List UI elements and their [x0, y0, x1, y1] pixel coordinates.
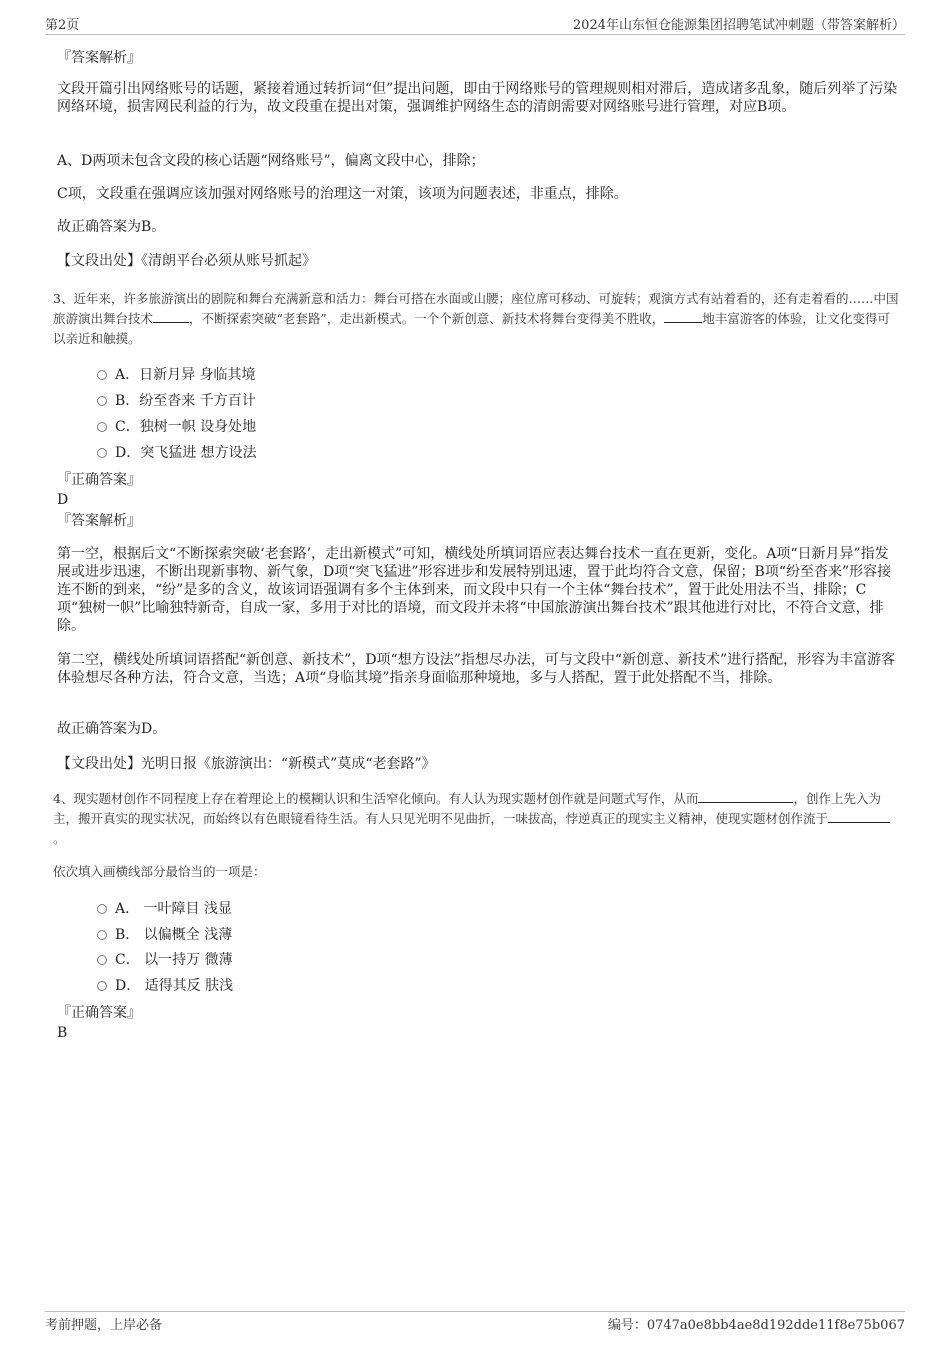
- page-header: [45, 14, 905, 35]
- fill-blank: [698, 790, 793, 803]
- fill-blank: [153, 310, 189, 323]
- analysis-label: 『答案解析』: [57, 513, 141, 529]
- analysis-label: 『答案解析』: [57, 50, 141, 66]
- question-prompt: 依次填入画横线部分最恰当的一项是：: [53, 864, 266, 879]
- document-id: 编号：0747a0e8bb4ae8d192dde11f8e75b067: [607, 1318, 905, 1333]
- fill-blank: [828, 810, 890, 823]
- radio-icon[interactable]: [97, 981, 107, 991]
- option-a[interactable]: A．日新月异 身临其境: [97, 366, 256, 384]
- question-stem: 3、近年来，许多旅游演出的剧院和舞台充满新意和活力：舞台可搭在水面或山腰；座位席可移动、可旋转；观演方式有站着看的，还有走着看的……中国旅游演出舞台技术 ，不断探索突破“老套路”，走出新模式。一个个新创意、新技术将舞台变得美不胜收， 地丰富游客的体验，让文化变得可以亲近和触摸。: [53, 291, 899, 346]
- radio-icon[interactable]: [97, 396, 107, 406]
- correct-answer: B: [57, 1025, 68, 1041]
- option-b[interactable]: B． 以偏概全 浅薄: [97, 926, 232, 944]
- radio-icon[interactable]: [97, 370, 107, 380]
- radio-icon[interactable]: [97, 930, 107, 940]
- option-d[interactable]: D． 适得其反 肤浅: [97, 977, 233, 995]
- page-footer: [45, 1311, 905, 1333]
- analysis-paragraph: 文段开篇引出网络账号的话题，紧接着通过转折词“但”提出问题，即由于网络账号的管理规则相对滞后，造成诸多乱象，随后列举了污染网络环境，损害网民利益的行为，故文段重在提出对策，强调维护网络生态的清朗需要对网络账号进行管理，对应B项。: [57, 81, 898, 115]
- correct-answer: D: [57, 492, 69, 508]
- radio-icon[interactable]: [97, 422, 107, 432]
- option-d[interactable]: D．突飞猛进 想方设法: [97, 444, 257, 462]
- source-citation: 【文段出处】《清朗平台必须从账号抓起》: [57, 253, 316, 269]
- option-c[interactable]: C．独树一帜 设身处地: [97, 418, 256, 436]
- analysis-paragraph: 第二空，横线处所填词语搭配“新创意、新技术”，D项“想方设法”指想尽办法，可与文段中“新创意、新技术”进行搭配，形容为丰富游客体验想尽各种方法，符合文意，当选；A项“身临其境”指亲身面临那种境地，多与人搭配，置于此处搭配不当，排除。: [57, 652, 896, 686]
- answer-conclusion: 故正确答案为D。: [57, 721, 167, 737]
- radio-icon[interactable]: [97, 448, 107, 458]
- radio-icon[interactable]: [97, 955, 107, 965]
- option-b[interactable]: B．纷至沓来 千方百计: [97, 392, 256, 410]
- radio-icon[interactable]: [97, 904, 107, 914]
- document-title: 2024年山东恒仓能源集团招聘笔试冲刺题（带答案解析）: [572, 18, 905, 33]
- analysis-paragraph: 第一空，根据后文“不断探索突破‘老套路’，走出新模式”可知，横线处所填词语应表达舞台技术一直在更新，变化。A项“日新月异”指发展或进步迅速，不断出现新事物、新气象，D项“突飞猛进”形容进步和发展特别迅速，置于此均符合文意，保留；B项“纷至沓来”形容接连不断的到来，“纷”是多的含义，故该词语强调有多个主体到来，而文段中只有一个主体“舞台技术”，置于此处用法不当，排除；C项“独树一帜”比喻独特新奇，自成一家，多用于对比的语境，而文段并未将“中国旅游演出舞台技术”跟其他进行对比，不符合文意，排除。: [57, 546, 892, 634]
- question-stem: 4、现实题材创作不同程度上存在着理论上的模糊认识和生活窄化倾向。有人认为现实题材创作就是问题式写作，从而 ，创作上先入为主，搬开真实的现实状况，而始终以有色眼镜看待生活。有人只见光明不见曲折，一味拔高，悖逆真正的现实主义精神，使现实题材创作流于。: [53, 789, 900, 849]
- answer-conclusion: 故正确答案为B。: [57, 219, 166, 235]
- analysis-paragraph: A、D两项未包含文段的核心话题“网络账号”，偏离文段中心，排除；: [57, 153, 485, 169]
- fill-blank: [664, 310, 702, 323]
- analysis-paragraph: C项，文段重在强调应该加强对网络账号的治理这一对策，该项为问题表述，非重点，排除。: [57, 186, 628, 202]
- option-a[interactable]: A． 一叶障目 浅显: [97, 900, 232, 918]
- source-citation: 【文段出处】光明日报《旅游演出：“新模式”莫成“老套路”》: [57, 756, 436, 772]
- option-c[interactable]: C． 以一持万 微薄: [97, 951, 233, 969]
- page-number: 第2页: [45, 18, 80, 33]
- correct-answer-label: 『正确答案』: [57, 472, 141, 488]
- footer-slogan: 考前押题，上岸必备: [45, 1318, 163, 1333]
- correct-answer-label: 『正确答案』: [57, 1005, 141, 1021]
